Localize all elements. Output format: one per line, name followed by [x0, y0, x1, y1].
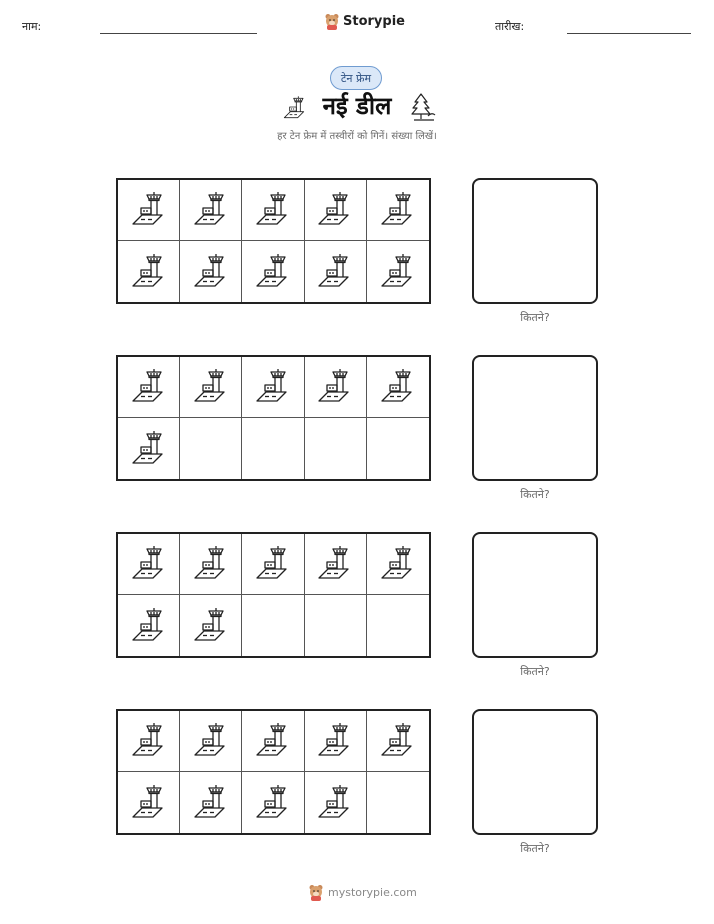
- airport-control-tower-icon: [131, 252, 167, 292]
- frame-cell: [118, 241, 180, 302]
- bear-mascot-icon: [324, 13, 340, 30]
- airport-control-tower-icon: [131, 367, 167, 407]
- frame-cell: [367, 357, 429, 418]
- frame-cell: [305, 418, 367, 479]
- airport-control-tower-icon: [193, 606, 229, 646]
- airport-control-tower-icon: [255, 783, 291, 823]
- frame-cell: [242, 534, 304, 595]
- frame-cell: [242, 357, 304, 418]
- frame-cell: [305, 772, 367, 833]
- topic-tag: टेन फ्रेम: [330, 66, 382, 90]
- airport-control-tower-icon: [131, 190, 167, 230]
- airport-control-tower-icon: [193, 367, 229, 407]
- airport-control-tower-icon: [255, 721, 291, 761]
- name-label: नाम:: [22, 20, 42, 33]
- airport-control-tower-icon: [317, 367, 353, 407]
- airport-control-tower-icon: [131, 783, 167, 823]
- frame-cell: [118, 357, 180, 418]
- airport-control-tower-icon: [193, 544, 229, 584]
- airport-control-tower-icon: [380, 252, 416, 292]
- airport-control-tower-icon: [380, 190, 416, 230]
- instructions: हर टेन फ्रेम में तस्वीरों को गिनें। संख्या लिखें।: [277, 131, 437, 142]
- answer-box[interactable]: [472, 532, 598, 658]
- frame-cell: [367, 595, 429, 656]
- airport-control-tower-icon: [317, 783, 353, 823]
- brand-name: Storypie: [343, 14, 405, 29]
- ten-frame: [116, 532, 431, 658]
- airport-control-tower-icon: [193, 783, 229, 823]
- frame-cell: [242, 595, 304, 656]
- answer-box[interactable]: [472, 709, 598, 835]
- airport-control-tower-icon: [255, 252, 291, 292]
- airport-control-tower-icon: [380, 544, 416, 584]
- frame-cell: [180, 241, 242, 302]
- frame-cell: [180, 595, 242, 656]
- frame-cell: [180, 772, 242, 833]
- footer-site: mystorypie.com: [328, 886, 417, 899]
- brand-logo: [324, 13, 405, 30]
- airport-control-tower-icon: [317, 190, 353, 230]
- frame-cell: [118, 711, 180, 772]
- frame-cell: [367, 711, 429, 772]
- airport-control-tower-icon: [380, 367, 416, 407]
- frame-cell: [242, 418, 304, 479]
- frame-cell: [180, 418, 242, 479]
- frame-cell: [367, 772, 429, 833]
- date-field[interactable]: [567, 33, 691, 34]
- airport-control-tower-icon: [380, 721, 416, 761]
- frame-cell: [118, 180, 180, 241]
- ten-frame: [116, 709, 431, 835]
- airport-control-tower-icon: [131, 721, 167, 761]
- name-field[interactable]: [100, 33, 257, 34]
- ten-frame: [116, 355, 431, 481]
- answer-prompt: कितने?: [520, 842, 550, 855]
- airport-control-tower-icon: [255, 544, 291, 584]
- airport-control-tower-icon: [193, 721, 229, 761]
- airport-control-tower-icon: [131, 544, 167, 584]
- frame-cell: [118, 534, 180, 595]
- frame-cell: [242, 711, 304, 772]
- date-label: तारीख:: [495, 20, 525, 33]
- frame-cell: [367, 418, 429, 479]
- frame-cell: [305, 357, 367, 418]
- frame-cell: [367, 241, 429, 302]
- frame-cell: [180, 711, 242, 772]
- frame-cell: [180, 180, 242, 241]
- pine-tree-icon: [409, 92, 437, 122]
- frame-cell: [305, 595, 367, 656]
- airport-control-tower-icon: [131, 606, 167, 646]
- frame-cell: [242, 241, 304, 302]
- airport-control-tower-icon: [193, 190, 229, 230]
- frame-cell: [180, 534, 242, 595]
- frame-cell: [118, 772, 180, 833]
- frame-cell: [180, 357, 242, 418]
- frame-cell: [305, 711, 367, 772]
- footer: [308, 884, 417, 901]
- frame-cell: [118, 595, 180, 656]
- frame-cell: [367, 534, 429, 595]
- bear-mascot-icon: [308, 884, 324, 901]
- answer-prompt: कितने?: [520, 311, 550, 324]
- answer-box[interactable]: [472, 355, 598, 481]
- airport-control-tower-icon: [255, 190, 291, 230]
- answer-box[interactable]: [472, 178, 598, 304]
- airport-control-tower-icon: [317, 252, 353, 292]
- answer-prompt: कितने?: [520, 488, 550, 501]
- airport-control-tower-icon: [131, 429, 167, 469]
- airport-control-tower-icon: [317, 544, 353, 584]
- frame-cell: [242, 180, 304, 241]
- frame-cell: [242, 772, 304, 833]
- frame-cell: [367, 180, 429, 241]
- frame-cell: [305, 180, 367, 241]
- airport-control-tower-icon: [255, 367, 291, 407]
- airport-control-tower-icon: [317, 721, 353, 761]
- page-title: नई डील: [322, 92, 392, 120]
- frame-cell: [118, 418, 180, 479]
- ten-frame: [116, 178, 431, 304]
- frame-cell: [305, 241, 367, 302]
- answer-prompt: कितने?: [520, 665, 550, 678]
- frame-cell: [305, 534, 367, 595]
- airport-control-tower-icon: [193, 252, 229, 292]
